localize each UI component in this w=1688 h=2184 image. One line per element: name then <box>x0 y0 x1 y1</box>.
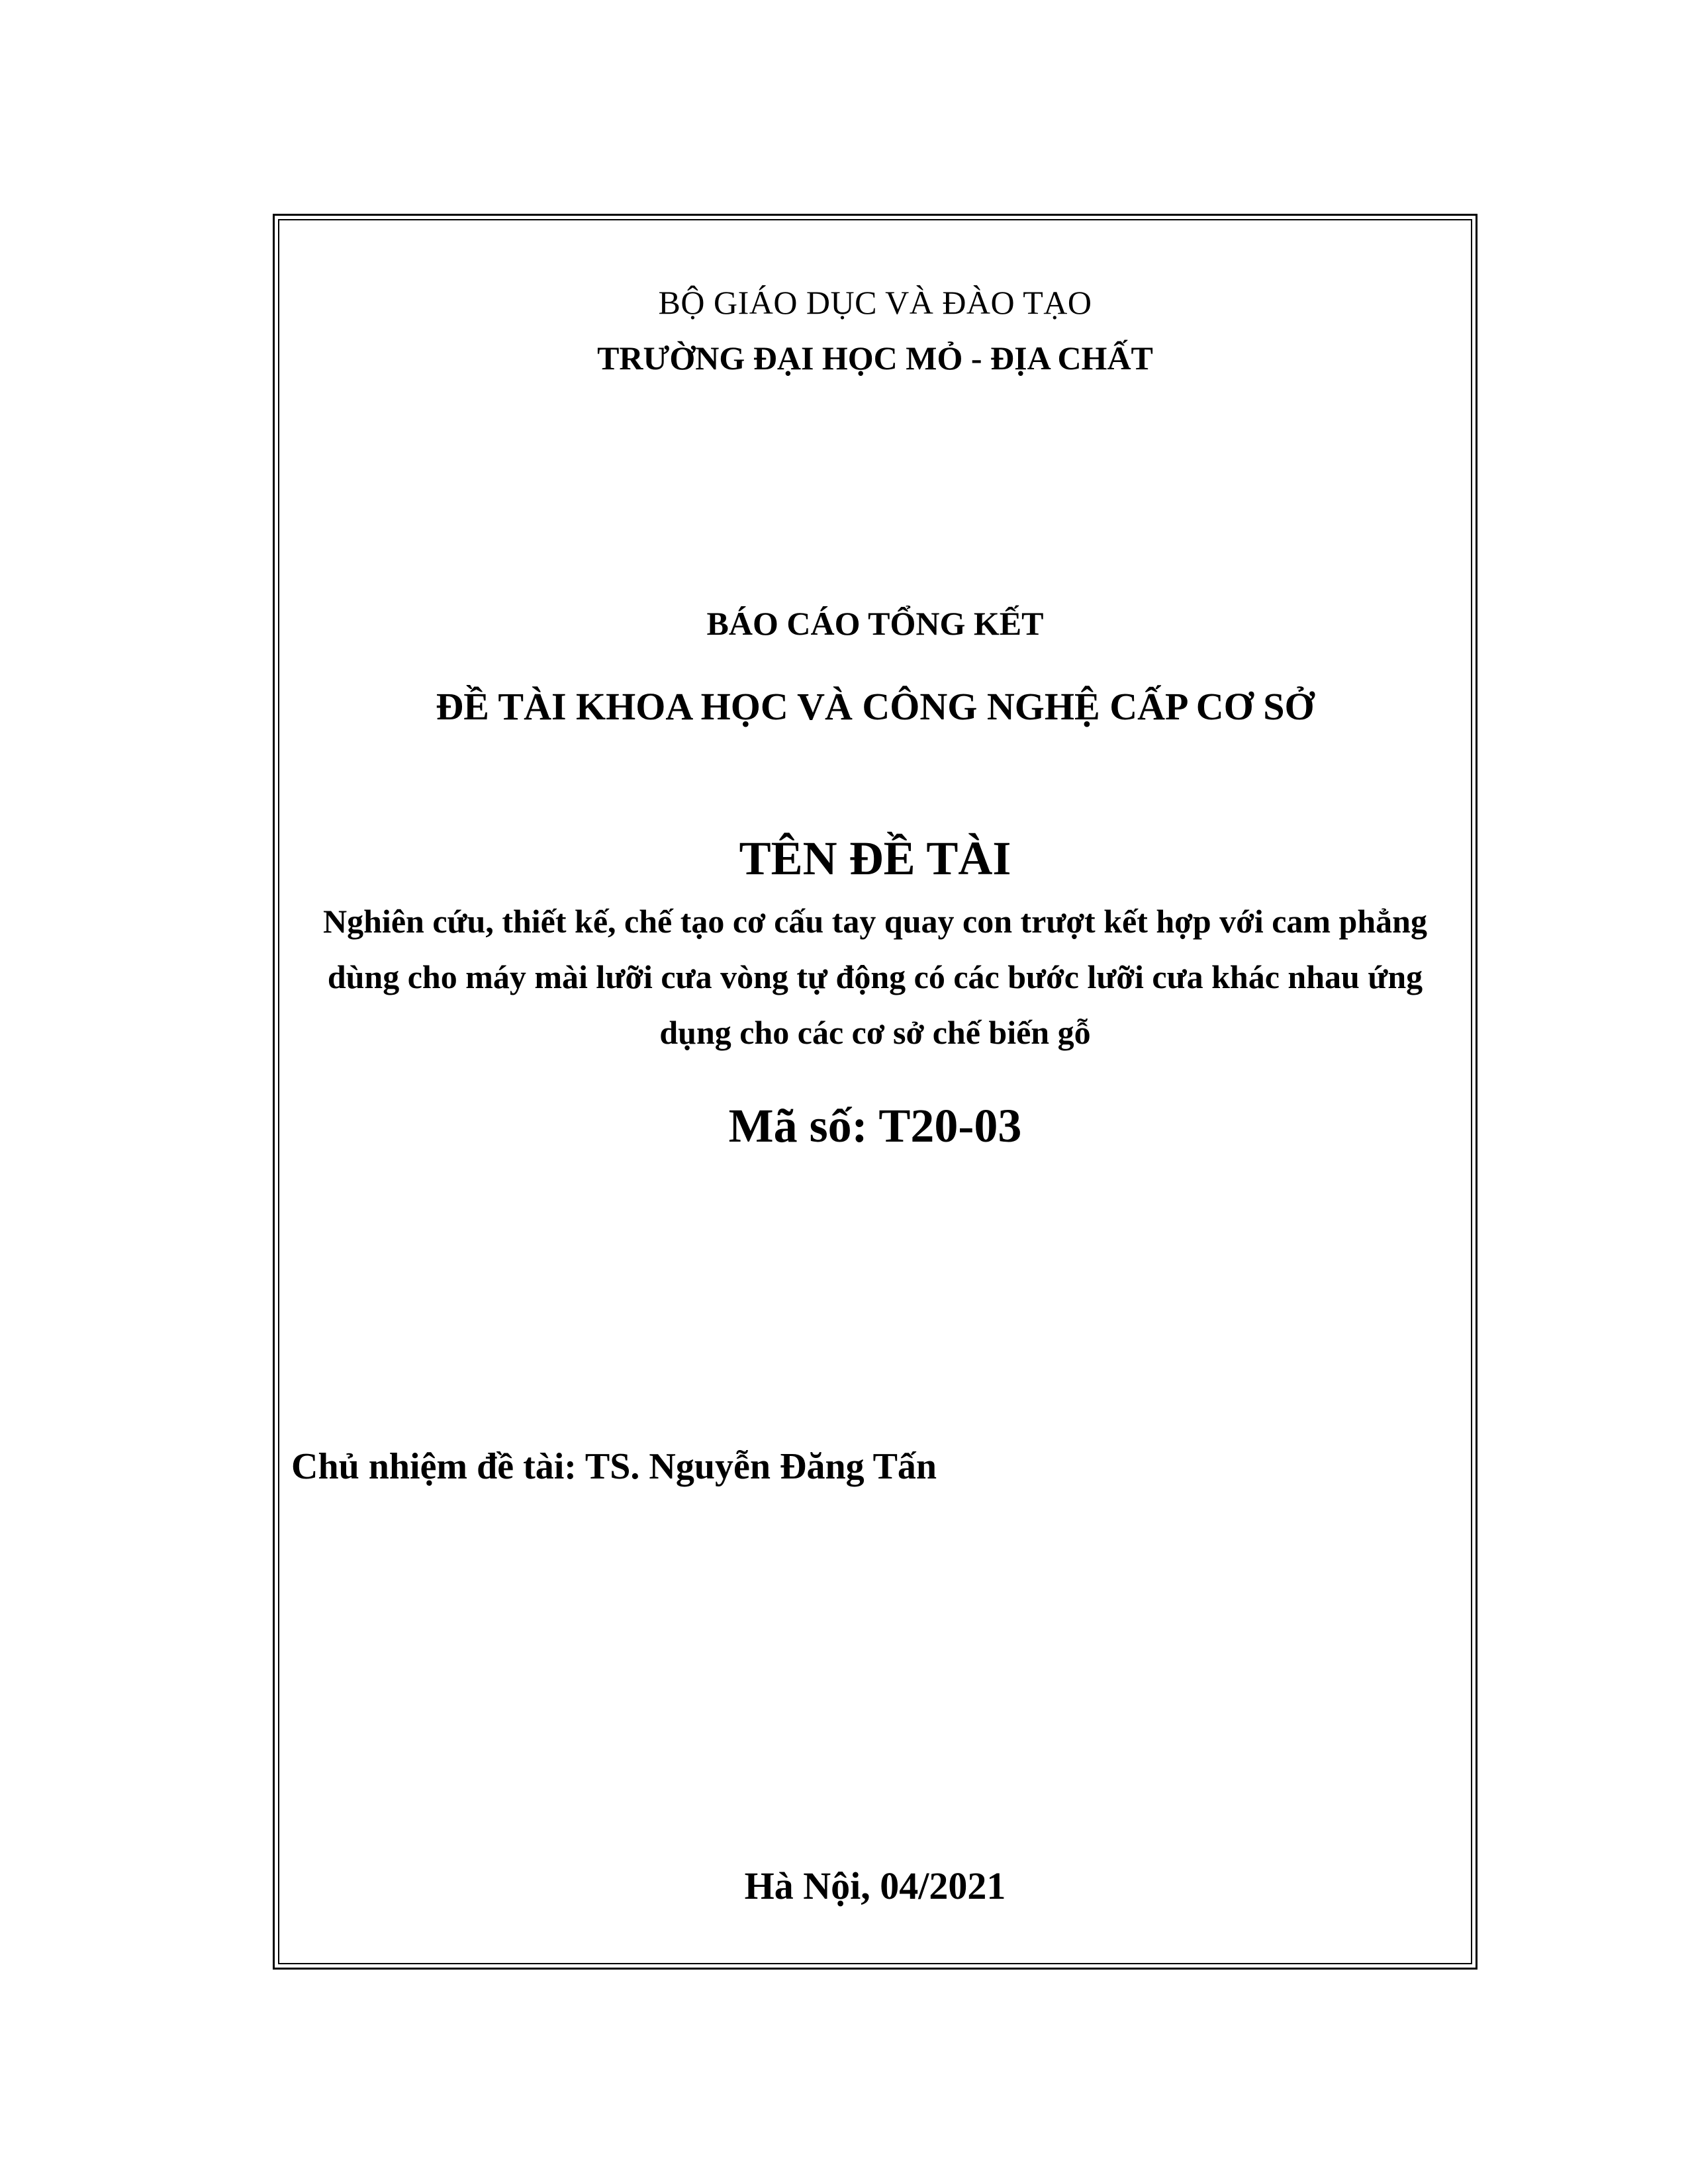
university-name: TRƯỜNG ĐẠI HỌC MỎ - ĐỊA CHẤT <box>597 340 1153 377</box>
project-code: Mã số: T20-03 <box>728 1099 1022 1152</box>
report-type: BÁO CÁO TỔNG KẾT <box>706 605 1044 642</box>
project-title-line: Nghiên cứu, thiết kế, chế tạo cơ cấu tay quay con trượt kết hợp với cam phẳng <box>323 903 1427 940</box>
project-title <box>273 893 1477 1060</box>
place-and-date: Hà Nội, 04/2021 <box>744 1864 1006 1907</box>
project-title-label: TÊN ĐỀ TÀI <box>739 832 1011 885</box>
page-border-inner <box>278 219 1472 1964</box>
project-title-line: dụng cho các cơ sở chế biến gỗ <box>659 1014 1091 1051</box>
ministry-name: BỘ GIÁO DỤC VÀ ĐÀO TẠO <box>658 284 1092 321</box>
project-leader: Chủ nhiệm đề tài: TS. Nguyễn Đăng Tấn <box>291 1446 937 1487</box>
project-level: ĐỀ TÀI KHOA HỌC VÀ CÔNG NGHỆ CẤP CƠ SỞ <box>436 685 1315 728</box>
project-title-line: dùng cho máy mài lưỡi cưa vòng tự động có các bước lưỡi cưa khác nhau ứng <box>327 958 1423 995</box>
